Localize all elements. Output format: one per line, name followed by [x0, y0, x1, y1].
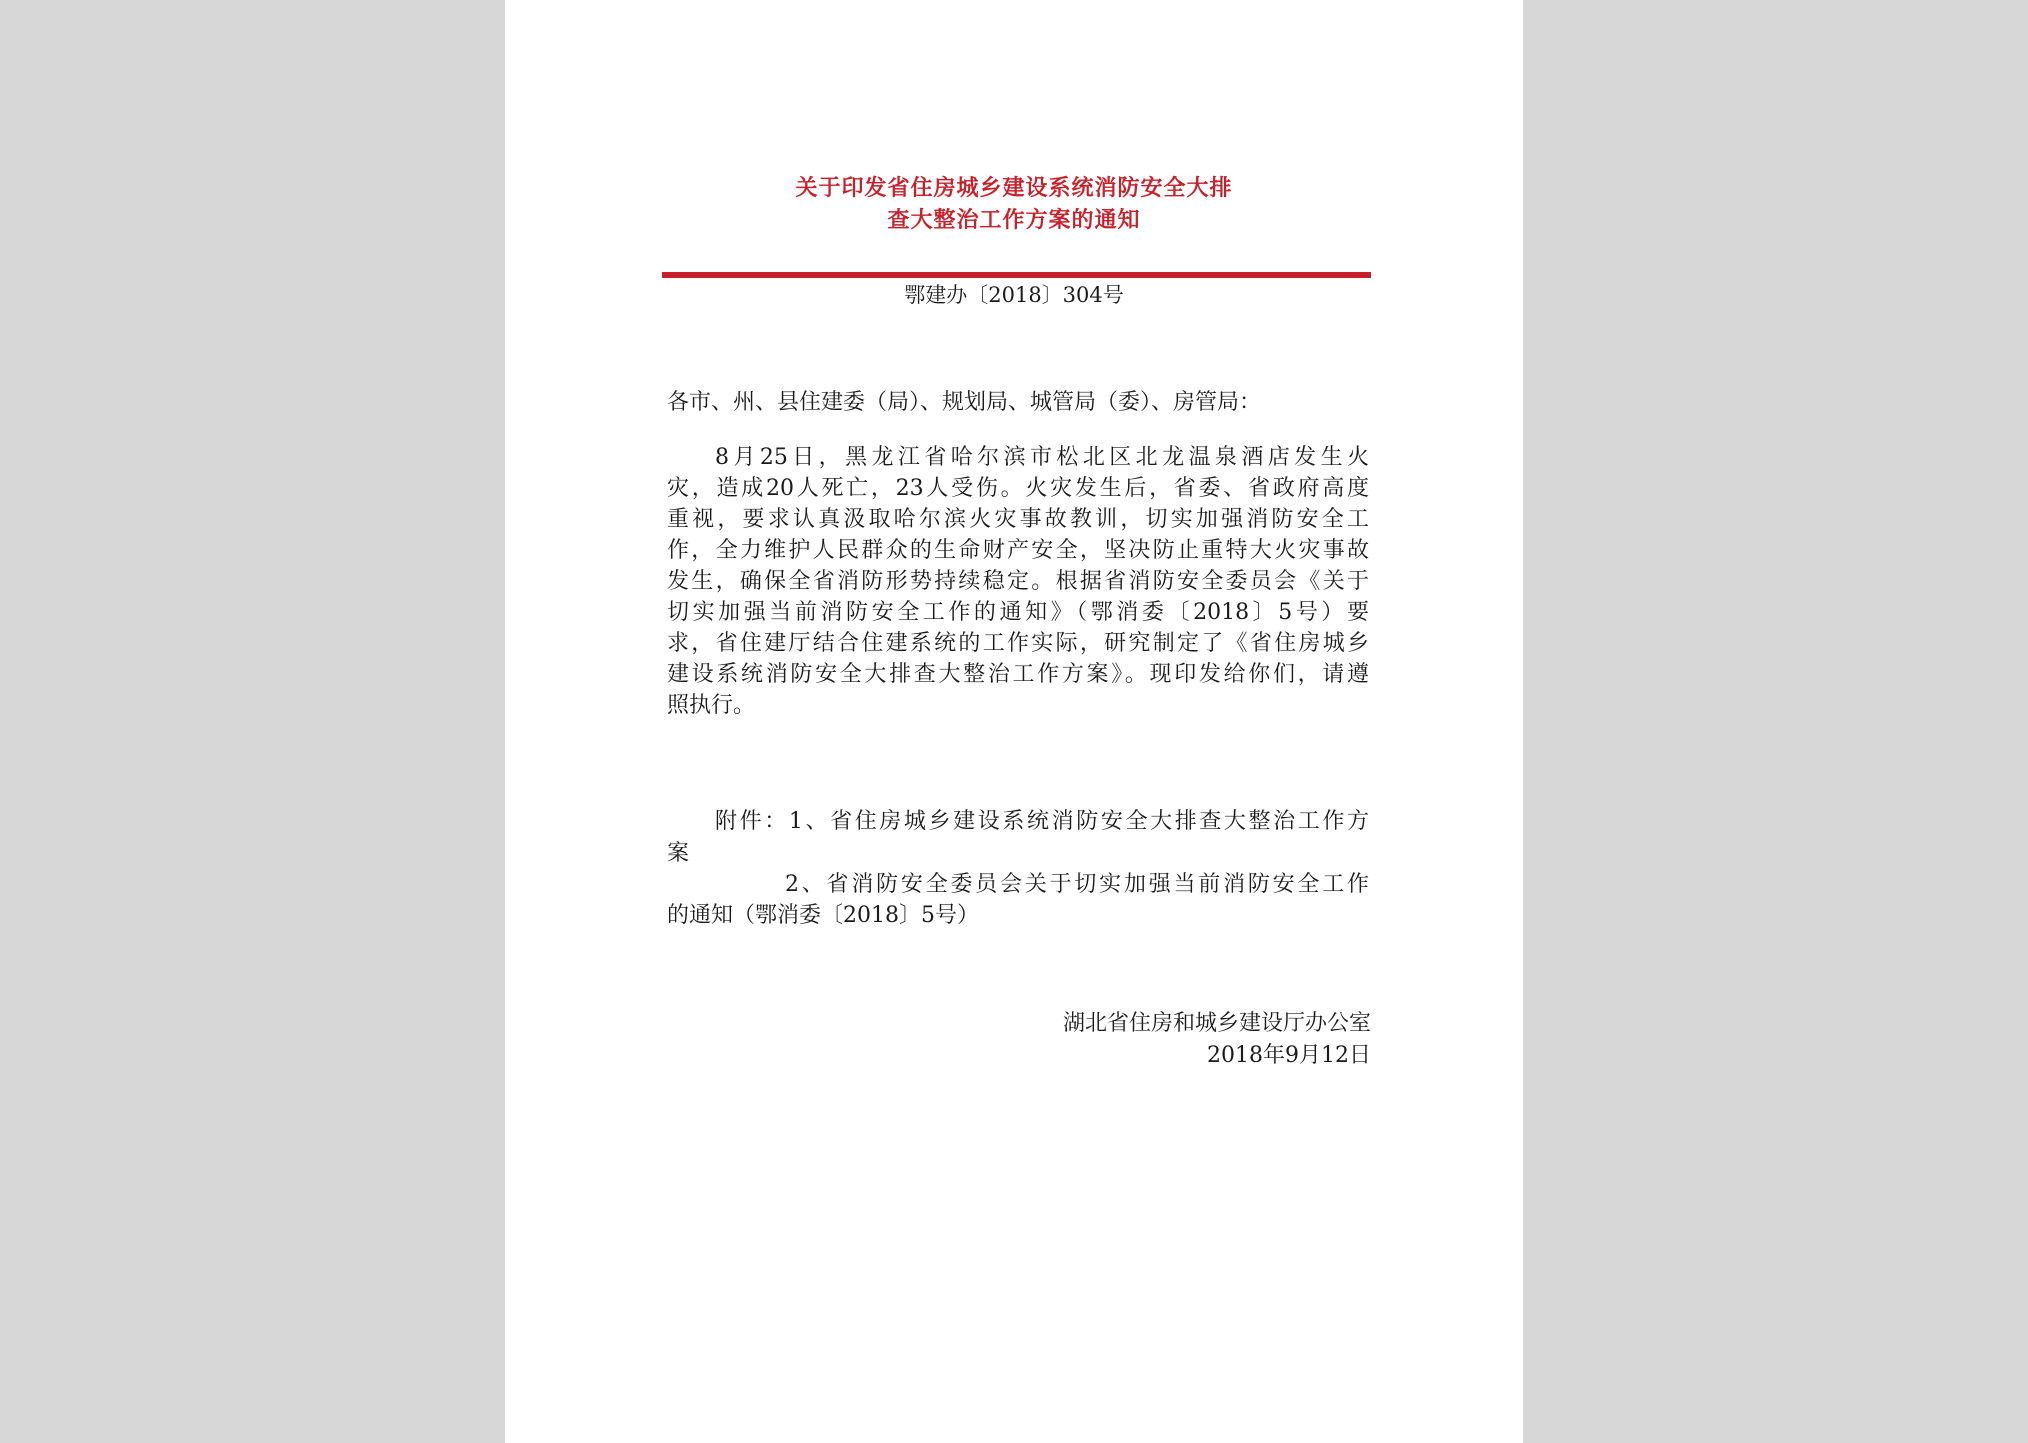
body-line: 重视，要求认真汲取哈尔滨火灾事故教训，切实加强消防安全工	[667, 507, 1369, 532]
body-line: 作，全力维护人民群众的生命财产安全，坚决防止重特大火灾事故	[667, 538, 1369, 563]
attachment-line: 2、省消防安全委员会关于切实加强当前消防安全工作	[785, 872, 1369, 897]
signature-organization: 湖北省住房和城乡建设厅办公室	[1062, 1011, 1371, 1036]
attachment-line: 案	[667, 841, 690, 866]
document-page	[505, 0, 1523, 1443]
body-line: 8月25日，黑龙江省哈尔滨市松北区北龙温泉酒店发生火	[715, 445, 1369, 470]
body-line: 发生，确保全省消防形势持续稳定。根据省消防安全委员会《关于	[667, 569, 1369, 594]
body-line: 灾，造成20人死亡，23人受伤。火灾发生后，省委、省政府高度	[667, 476, 1369, 501]
title-line-2: 查大整治工作方案的通知	[887, 207, 1141, 233]
signature-date: 2018年9月12日	[1207, 1043, 1371, 1068]
body-line: 照执行。	[667, 693, 756, 718]
body-line: 求，省住建厅结合住建系统的工作实际，研究制定了《省住房城乡	[667, 631, 1369, 656]
red-divider	[662, 272, 1371, 278]
addressee: 各市、州、县住建委（局）、规划局、城管局（委）、房管局：	[667, 390, 1262, 415]
attachment-line: 的通知（鄂消委〔2018〕5号）	[667, 903, 979, 928]
document-number: 鄂建办〔2018〕304号	[904, 283, 1124, 307]
body-line: 切实加强当前消防安全工作的通知》（鄂消委〔2018〕5号）要	[667, 600, 1369, 625]
title-line-1: 关于印发省住房城乡建设系统消防安全大排	[795, 175, 1233, 201]
attachment-line: 附件：1、省住房城乡建设系统消防安全大排查大整治工作方	[715, 809, 1369, 834]
body-line: 建设系统消防安全大排查大整治工作方案》。现印发给你们，请遵	[667, 662, 1369, 687]
